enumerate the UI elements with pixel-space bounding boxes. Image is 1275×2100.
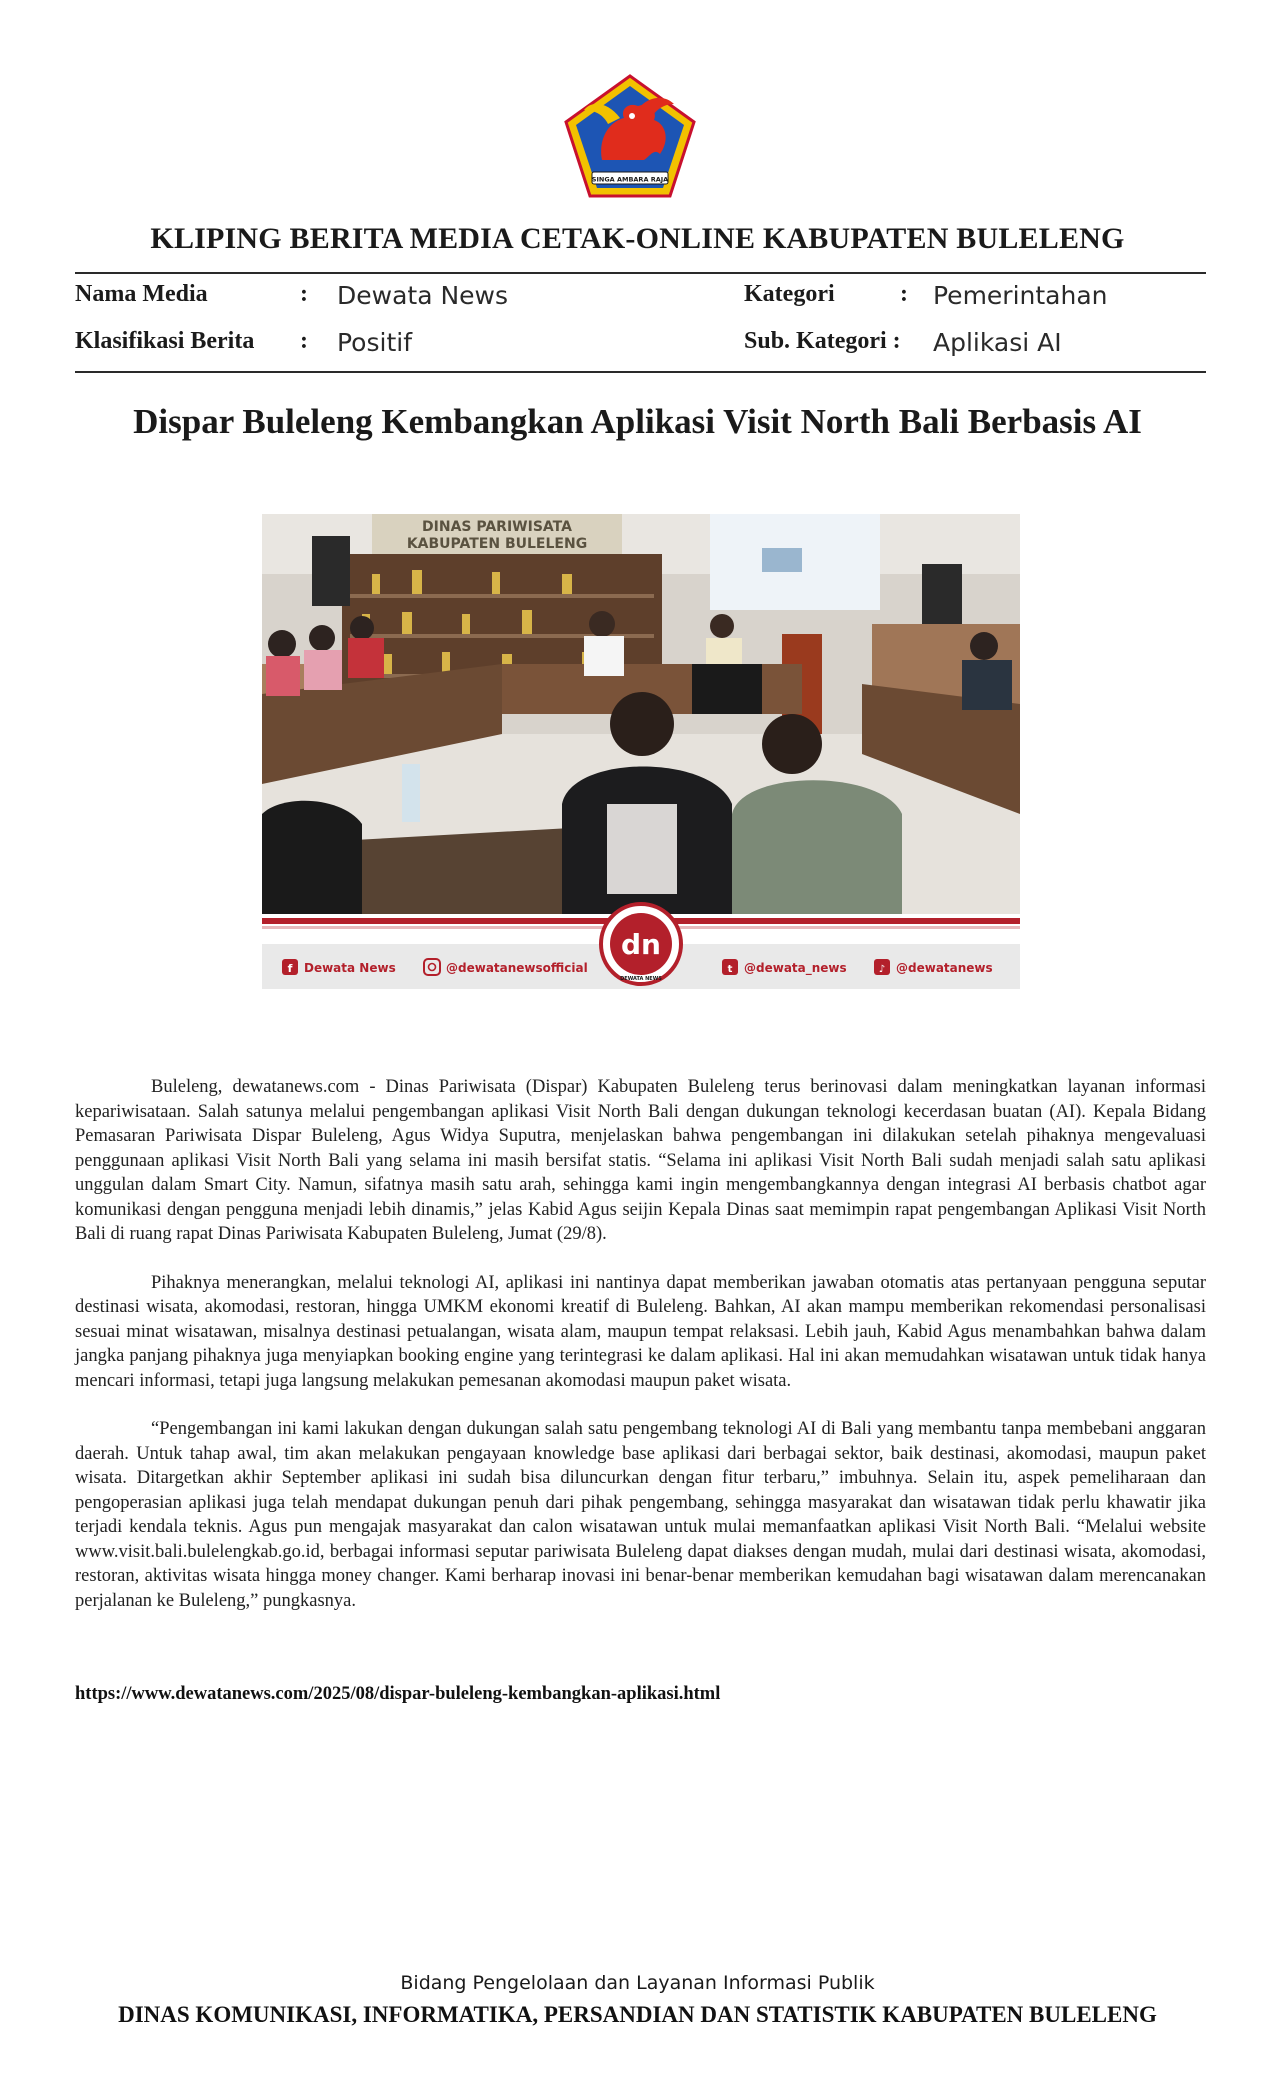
svg-text:♪: ♪ [878,964,886,975]
article-photo [262,514,1020,989]
subcategory-value: Aplikasi AI [933,328,1062,357]
article-paragraph-1: Buleleng, dewatanews.com - Dinas Pariwisata (Dispar) Kabupaten Buleleng terus berinovasi dalam meningkatkan layanan informasi kepariwisataan. Salah satunya melalui pengembangan aplikasi Visit North Bali dengan dukungan teknologi kecerdasan buatan (AI). Kepala Bidang Pemasaran Pariwisata Dispar Buleleng, Agus Widya Suputra, menjelaskan bahwa pengembangan ini dilakukan setelah pihaknya mengevaluasi penggunaan aplikasi Visit North Bali yang selama ini masih bersifat statis. “Selama ini aplikasi Visit North Bali sudah menjadi salah satu aplikasi unggulan dalam Smart City. Namun, sifatnya masih satu arah, sehingga kami ingin mengembangkannya dengan integrasi AI berbasis chatbot agar komunikasi dengan pengguna menjadi lebih dinamis,” jelas Kabid Agus seijin Kepala Dinas saat memimpin rapat pengembangan Aplikasi Visit North Bali di ruang rapat Dinas Pariwisata Kabupaten Buleleng, Jumat (29/8). [75,1077,1206,1244]
article-body [75,1075,1206,1637]
article-paragraph-2: Pihaknya menerangkan, melalui teknologi AI, aplikasi ini nantinya dapat memberikan jawaban otomatis atas pertanyaan pengguna seputar destinasi wisata, akomodasi, restoran, hingga UMKM ekonomi kreatif di Buleleng. Bahkan, AI akan mampu memberikan rekomendasi personalisasi sesuai minat wisatawan, misalnya destinasi petualangan, wisata alam, maupun tempat relaksasi. Lebih jauh, Kabid Agus menambahkan bahwa dalam jangka panjang pihaknya juga menyiapkan booking engine yang terintegrasi ke dalam aplikasi. Hal ini akan memudahkan wisatawan untuk tidak hanya mencari informasi, tetapi juga langsung melakukan pemesanan akomodasi maupun paket wisata. [75,1272,1206,1391]
classification-value: Positif [337,328,412,357]
dewata-news-logo-sub: DEWATA NEWS [620,976,662,982]
social-instagram-handle: @dewatanewsofficial [446,961,588,975]
footer-agency: DINAS KOMUNIKASI, INFORMATIKA, PERSANDIAN DAN STATISTIK KABUPATEN BULELENG [118,2002,1157,2027]
category-separator: : [900,281,908,307]
svg-text:f: f [287,962,293,975]
photo-banner-line1: DINAS PARIWISATA [422,519,572,535]
header-divider-top [75,272,1206,274]
header-divider-bottom [75,371,1206,373]
buleleng-emblem-logo [562,74,698,200]
article-source-link[interactable]: https://www.dewatanews.com/2025/08/dispar-buleleng-kembangkan-aplikasi.html [75,1684,721,1704]
social-tiktok-handle: @dewatanews [896,961,993,975]
clipping-header-title: KLIPING BERITA MEDIA CETAK-ONLINE KABUPATEN BULELENG [150,222,1125,255]
media-name-value: Dewata News [337,281,509,310]
subcategory-label: Sub. Kategori : [744,328,901,354]
category-value: Pemerintahan [933,281,1108,310]
category-label: Kategori [744,281,835,307]
social-facebook-handle: Dewata News [304,961,396,975]
classification-separator: : [300,328,308,354]
article-title: Dispar Buleleng Kembangkan Aplikasi Visit North Bali Berbasis AI [133,402,1142,441]
classification-label: Klasifikasi Berita [75,328,255,354]
dewata-news-logo-mark: dn [621,928,661,961]
media-name-label: Nama Media [75,281,208,307]
svg-text:t: t [727,964,733,975]
emblem-motto: SINGA AMBARA RAJA [591,175,669,184]
social-twitter-handle: @dewata_news [744,961,847,975]
media-name-separator: : [300,281,308,307]
photo-banner-line2: KABUPATEN BULELENG [406,536,588,552]
footer-division: Bidang Pengelolaan dan Layanan Informasi Publik [400,1972,875,1994]
article-paragraph-3: “Pengembangan ini kami lakukan dengan dukungan salah satu pengembang teknologi AI di Bali yang membantu tanpa membebani anggaran daerah. Untuk tahap awal, tim akan melakukan pengayaan knowledge base aplikasi dari berbagai sektor, baik destinasi, akomodasi, maupun paket wisata. Ditargetkan akhir September aplikasi ini sudah bisa diluncurkan dengan fitur terbaru,” imbuhnya. Selain itu, aspek pemeliharaan dan pengoperasian aplikasi juga telah mendapat dukungan penuh dari pihak pengembang, sehingga masyarakat dan wisatawan tidak perlu khawatir jika terjadi kendala teknis. Agus pun mengajak masyarakat dan calon wisatawan untuk mulai memanfaatkan aplikasi Visit North Bali. “Melalui website www.visit.bali.bulelengkab.go.id, berbagai informasi seputar pariwisata Buleleng dapat diakses dengan mudah, mulai dari destinasi wisata, akomodasi, restoran, aktivitas wisata hingga money changer. Kami berharap inovasi ini benar-benar memberikan kemudahan bagi wisatawan dalam merencanakan perjalanan ke Buleleng,” pungkasnya. [75,1419,1206,1611]
